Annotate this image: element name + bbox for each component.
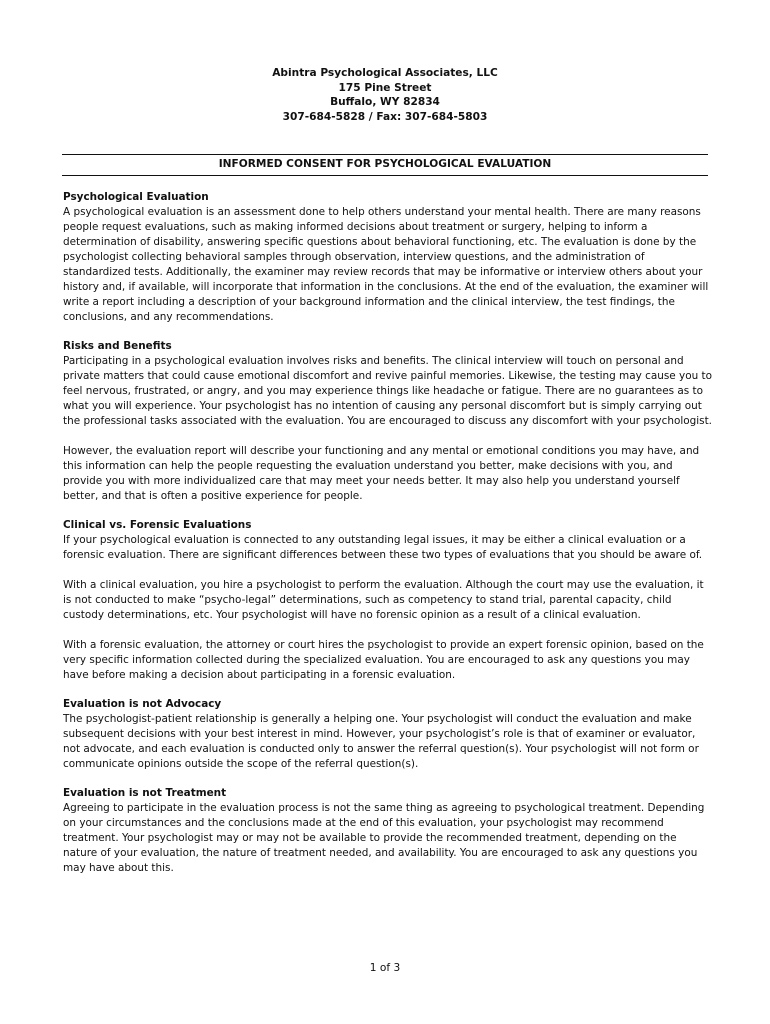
section-not-advocacy: [63, 697, 713, 772]
section-heading: Risks and Benefits: [63, 340, 172, 352]
document-body: [63, 190, 713, 890]
section-paragraph: With a forensic evaluation, the attorney or court hires the psychologist to provide an expert forensic opinion, based on the very specific information collected during the specialized evaluation. You are encouraged to ask any questions you may have before making a decision about participating in a forensic evaluation.: [63, 639, 704, 681]
page-number: 1 of 3: [369, 962, 401, 974]
section-psychological-evaluation: [63, 190, 713, 325]
phone-fax: 307-684-5828 / Fax: 307-684-5803: [282, 110, 488, 123]
letterhead: [0, 66, 770, 124]
company-name: Abintra Psychological Associates, LLC: [272, 67, 498, 79]
section-paragraph: If your psychological evaluation is connected to any outstanding legal issues, it may be either a clinical evaluation or a forensic evaluation. There are significant differences between these two types of evaluations that you should be aware of.: [63, 534, 703, 561]
section-heading: Evaluation is not Treatment: [63, 787, 227, 799]
street-address: 175 Pine Street: [338, 81, 432, 94]
section-clinical-vs-forensic: [63, 518, 713, 683]
section-paragraph: Participating in a psychological evaluation involves risks and benefits. The clinical interview will touch on personal and private matters that could cause emotional discomfort and revive painful memories. Likewise, the testing may cause you to feel nervous, frustrated, or angry, and you may experience things like headache or fatigue. There are no guarantees as to what you will experience. Your psychologist has no intention of causing any personal discomfort but is simply carrying out the professional tasks associated with the evaluation. You are encouraged to discuss any discomfort with your psychologist.: [63, 355, 713, 427]
section-heading: Evaluation is not Advocacy: [63, 698, 222, 710]
section-heading: Psychological Evaluation: [63, 191, 209, 203]
document-title: INFORMED CONSENT FOR PSYCHOLOGICAL EVALUATION: [62, 154, 708, 176]
section-paragraph: Agreeing to participate in the evaluation process is not the same thing as agreeing to psychological treatment. Depending on your circumstances and the conclusions made at the end of this evaluation, your psychologist may recommend treatment. Your psychologist may or may not be available to provide the recommended treatment, depending on the nature of your evaluation, the nature of treatment needed, and availability. You are encouraged to ask any questions you may have about this.: [63, 802, 705, 874]
section-paragraph: With a clinical evaluation, you hire a psychologist to perform the evaluation. Although the court may use the evaluation, it is not conducted to make “psycho-legal” determinations, such as competency to stand trial, parental capacity, child custody determinations, etc. Your psychologist will have no forensic opinion as a result of a clinical evaluation.: [63, 579, 704, 621]
section-paragraph: The psychologist-patient relationship is generally a helping one. Your psychologist will conduct the evaluation and make subsequent decisions with your best interest in mind. However, your psychologist’s role is that of examiner or evaluator, not advocate, and each evaluation is conducted only to answer the referral question(s). Your psychologist will not form or communicate opinions outside the scope of the referral question(s).: [63, 713, 699, 770]
section-heading: Clinical vs. Forensic Evaluations: [63, 519, 252, 531]
section-not-treatment: [63, 786, 713, 876]
section-paragraph: However, the evaluation report will describe your functioning and any mental or emotional conditions you may have, and this information can help the people requesting the evaluation understand you better, make decisions with you, and provide you with more individualized care that may meet your needs better. It may also help you understand yourself better, and that is often a positive experience for people.: [63, 445, 700, 502]
city-state-zip: Buffalo, WY 82834: [330, 96, 440, 109]
section-paragraph: A psychological evaluation is an assessment done to help others understand your mental health. There are many reasons people request evaluations, such as making informed decisions about treatment or surgery, helping to inform a determination of disability, answering specific questions about behavioral functioning, etc. The evaluation is done by the psychologist collecting behavioral samples through observation, interview questions, and the administration of standardized tests. Additionally, the examiner may review records that may be informative or interview others about your history and, if available, will incorporate that information in the conclusions. At the end of the evaluation, the examiner will write a report including a description of your background information and the clinical interview, the test findings, the conclusions, and any recommendations.: [63, 206, 709, 323]
section-risks-and-benefits: [63, 339, 713, 504]
